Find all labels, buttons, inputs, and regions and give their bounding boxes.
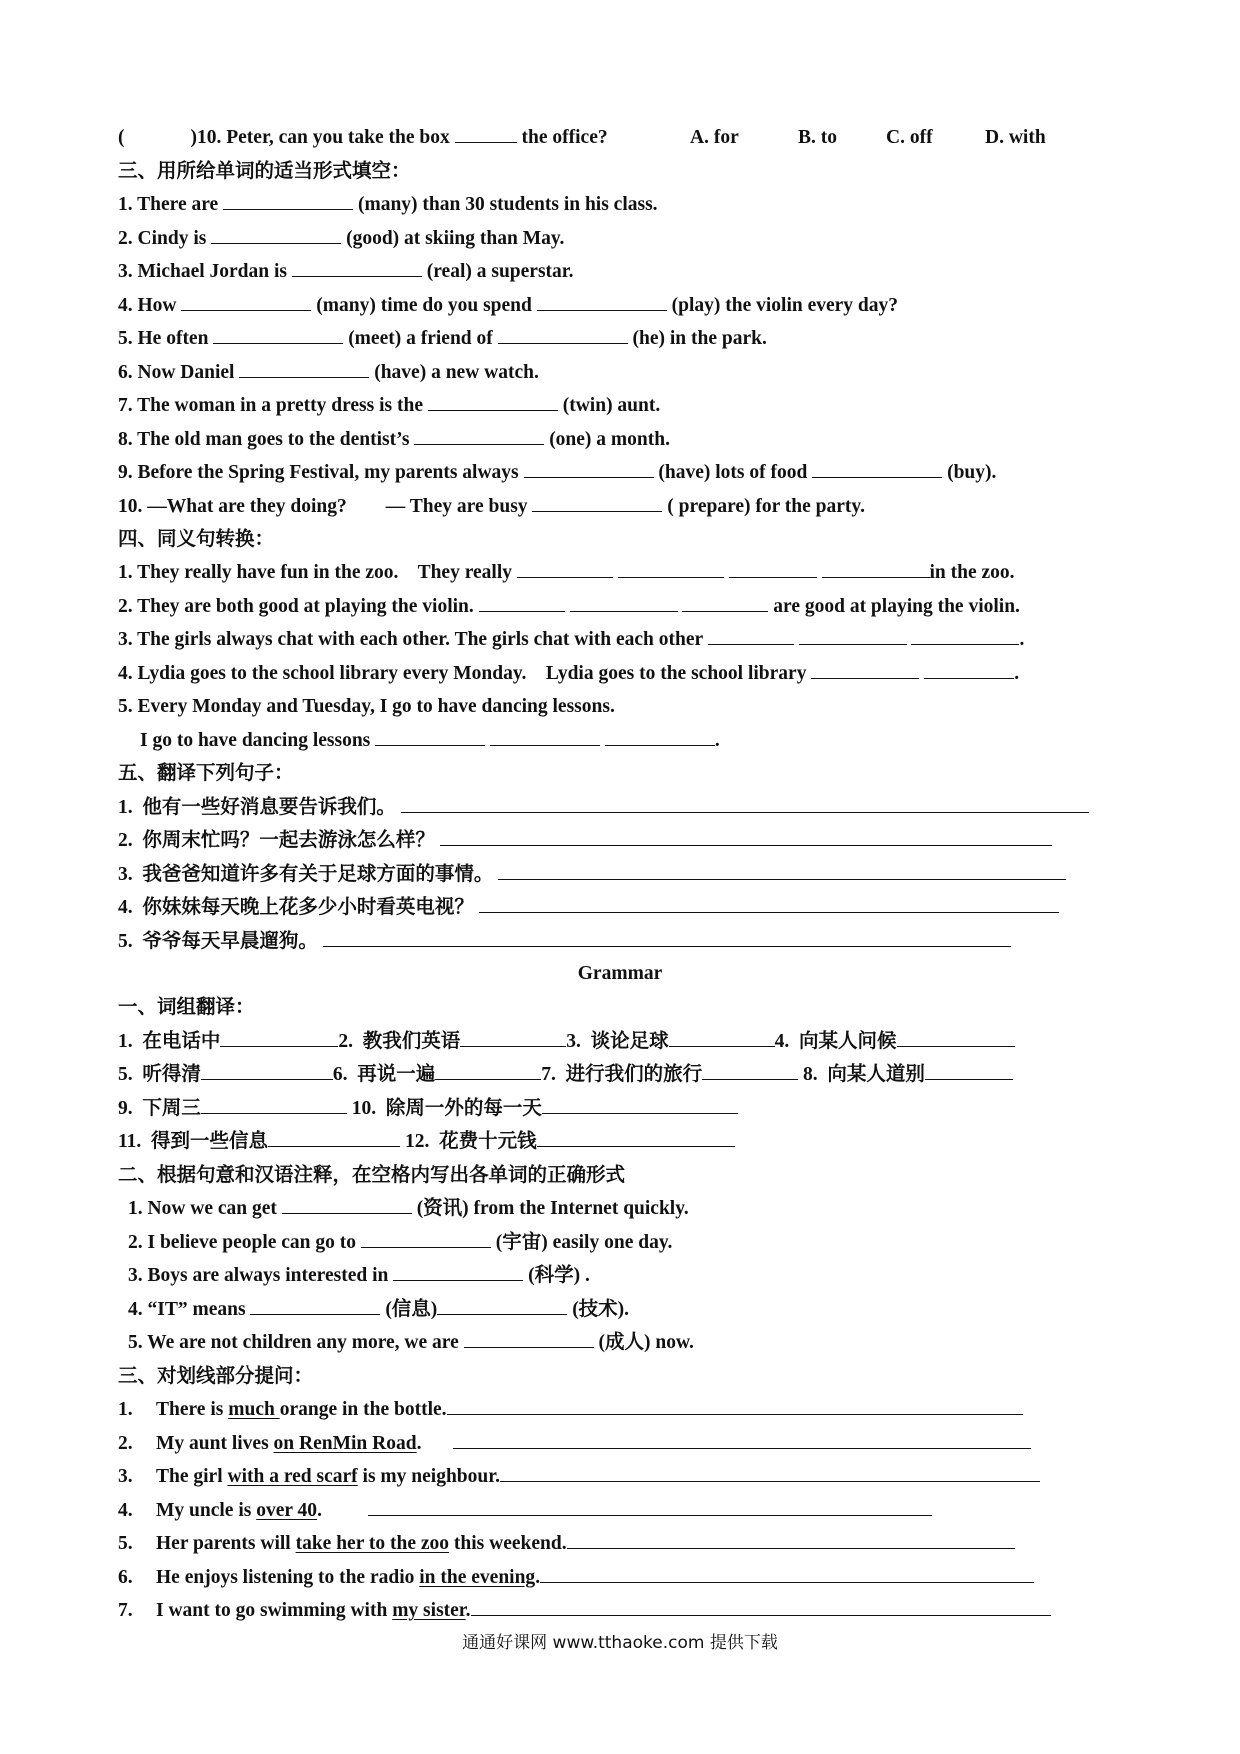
g1-row-1: 1. 在电话中 2. 教我们英语 3. 谈论足球 4. 向某人问候 [118,1030,1015,1054]
grammar-1-title: 一、词组翻译： [118,997,255,1018]
question-text-2: the office? [521,127,608,148]
g3-item-5: Her parents will take her to the zoo this weekend. [156,1532,1015,1556]
s5-item-4: 4. 你妹妹每天晚上花多少小时看英电视？ [118,896,1059,920]
section-4-title: 四、同义句转换： [118,529,275,550]
g3-num-2: 2. [118,1433,133,1454]
s3-item-5: 5. He often (meet) a friend of (he) in the park. [118,328,767,349]
s5-item-1: 1. 他有一些好消息要告诉我们。 [118,796,1089,820]
g2-item-1: 1. Now we can get (资讯) from the Internet quickly. [128,1198,689,1219]
g3-num-4: 4. [118,1500,133,1521]
s4-item-3: 3. The girls always chat with each other. The girls chat with each other . [118,629,1025,650]
s3-item-1: 1. There are (many) than 30 students in his class. [118,194,658,215]
s3-item-6: 6. Now Daniel (have) a new watch. [118,362,539,383]
s4-item-1: 1. They really have fun in the zoo. They really in the zoo. [118,562,1015,583]
g1-row-3: 9. 下周三 10. 除周一外的每一天 [118,1097,738,1121]
option-c: C. off [886,127,933,148]
g3-num-5: 5. [118,1533,133,1554]
option-d: D. with [985,127,1046,148]
g3-item-1: There is much orange in the bottle. [156,1398,1023,1422]
s3-item-3: 3. Michael Jordan is (real) a superstar. [118,261,574,282]
s4-item-2: 2. They are both good at playing the violin. are good at playing the violin. [118,596,1020,617]
g3-item-4: My uncle is over 40. [156,1499,932,1523]
s3-item-7: 7. The woman in a pretty dress is the (twin) aunt. [118,395,661,416]
grammar-2-title: 二、根据句意和汉语注释，在空格内写出各单词的正确形式 [118,1165,626,1186]
option-b: B. to [798,127,837,148]
g1-row-2: 5. 听得清 6. 再说一遍 7. 进行我们的旅行 8. 向某人道别 [118,1063,1013,1087]
s4-item-4: 4. Lydia goes to the school library every Monday. Lydia goes to the school library . [118,663,1020,684]
g3-item-6: He enjoys listening to the radio in the evening. [156,1566,1034,1590]
s3-item-10: 10. —What are they doing? — They are busy ( prepare) for the party. [118,496,865,517]
mc-question-10 [118,126,608,150]
s3-item-9: 9. Before the Spring Festival, my parents always (have) lots of food (buy). [118,462,997,483]
g2-item-3: 3. Boys are always interested in (科学) . [128,1265,590,1286]
s3-item-2: 2. Cindy is (good) at skiing than May. [118,228,565,249]
s3-item-8: 8. The old man goes to the dentist’s (one) a month. [118,429,670,450]
g3-item-7: I want to go swimming with my sister. [156,1599,1051,1623]
s4-item-5-rewrite: I go to have dancing lessons . [140,730,720,751]
s5-item-2: 2. 你周末忙吗？一起去游泳怎么样？ [118,829,1052,853]
g1-row-4: 11. 得到一些信息 12. 花费十元钱 [118,1130,735,1154]
open-paren: ( [118,127,125,148]
g3-item-2: My aunt lives on RenMin Road. [156,1432,1031,1456]
g2-item-5: 5. We are not children any more, we are (成人) now. [128,1332,694,1353]
grammar-3-title: 三、对划线部分提问： [118,1366,314,1387]
grammar-heading: Grammar [577,963,663,984]
section-3-title: 三、用所给单词的适当形式填空： [118,161,411,182]
answer-blank [455,126,517,143]
section-5-title: 五、翻译下列句子： [118,763,294,784]
s5-item-5: 5. 爷爷每天早晨遛狗。 [118,930,1011,954]
option-a: A. for [690,127,739,148]
g2-item-4: 4. “IT” means (信息) (技术). [128,1299,630,1320]
question-text: )10. Peter, can you take the box [190,127,450,148]
g3-num-7: 7. [118,1600,133,1621]
s3-item-4: 4. How (many) time do you spend (play) the violin every day? [118,295,899,316]
s4-item-5: 5. Every Monday and Tuesday, I go to have dancing lessons. [118,696,615,717]
g3-item-3: The girl with a red scarf is my neighbour. [156,1465,1040,1489]
g2-item-2: 2. I believe people can go to (宇宙) easily one day. [128,1232,673,1253]
s5-item-3: 3. 我爸爸知道许多有关于足球方面的事情。 [118,863,1066,887]
footer-credit: 通通好课网 www.tthaoke.com 提供下载 [462,1633,778,1653]
g3-num-3: 3. [118,1466,133,1487]
g3-num-1: 1. [118,1399,133,1420]
g3-num-6: 6. [118,1567,133,1588]
